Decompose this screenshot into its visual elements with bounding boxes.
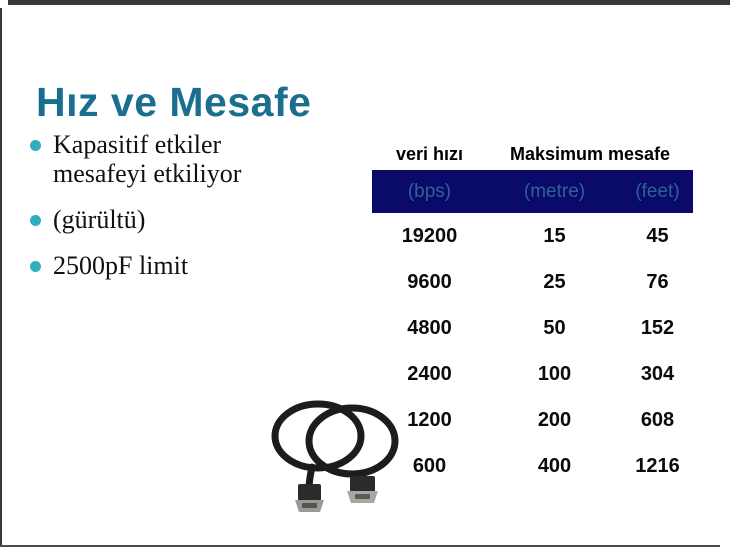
table-cell: 9600 [407, 270, 452, 293]
bullet-dot-icon [30, 140, 41, 151]
db9-connector-left [295, 484, 324, 512]
table-header-maksimum-mesafe: Maksimum mesafe [509, 143, 671, 164]
table-header-veri-hizi: veri hızı [395, 143, 464, 164]
table-cell: 76 [646, 270, 669, 293]
table-cell: 100 [537, 362, 572, 385]
table-cell: 600 [412, 454, 447, 477]
table-cell: 200 [537, 408, 572, 431]
table-body [372, 213, 693, 489]
unit-metre: (metre) [523, 180, 586, 202]
bullet-item [30, 251, 282, 280]
table-cell: 4800 [407, 316, 452, 339]
bullet-list [30, 130, 282, 297]
bullet-item [30, 205, 282, 234]
data-table [372, 138, 693, 489]
table-cell: 2400 [407, 362, 452, 385]
bullet-item-label: Kapasitif etkiler mesafeyi etkiliyor [53, 130, 242, 189]
table-cell: 608 [640, 408, 675, 431]
bullet-item-label: (gürültü) [53, 205, 146, 235]
db9-connector-right [347, 476, 378, 503]
table-row [372, 397, 693, 443]
table-header [372, 138, 693, 170]
bullet-dot-icon [30, 215, 41, 226]
slide-frame-left [0, 8, 2, 545]
table-cell: 1216 [635, 454, 680, 477]
bullet-item-label: 2500pF limit [53, 251, 189, 281]
table-cell: 19200 [401, 224, 458, 247]
table-row [372, 259, 693, 305]
table-row [372, 351, 693, 397]
table-row [372, 213, 693, 259]
unit-feet: (feet) [635, 180, 680, 202]
table-cell: 25 [543, 270, 566, 293]
page-title: Hız ve Mesafe [36, 79, 312, 126]
table-cell: 15 [543, 224, 566, 247]
serial-cable-image [262, 388, 408, 516]
bullet-dot-icon [30, 261, 41, 272]
unit-bps: (bps) [407, 180, 452, 202]
table-cell: 400 [537, 454, 572, 477]
slide-frame-top [8, 0, 730, 5]
table-cell: 152 [640, 316, 675, 339]
table-cell: 45 [646, 224, 669, 247]
table-cell: 304 [640, 362, 675, 385]
bullet-item [30, 130, 282, 188]
table-cell: 1200 [407, 408, 452, 431]
table-cell: 50 [543, 316, 566, 339]
table-row [372, 305, 693, 351]
table-row [372, 443, 693, 489]
table-units-band [372, 170, 693, 213]
